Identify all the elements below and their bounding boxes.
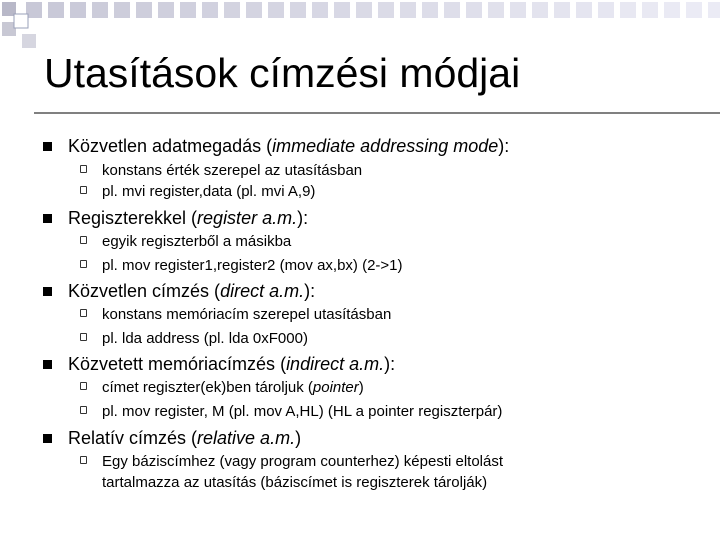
- square-bullet-icon: [43, 214, 52, 223]
- sub-bullet-text: címet regiszter(ek)ben tároljuk (pointer): [102, 379, 364, 396]
- bullet-text: Közvetett memóriacímzés (indirect a.m.):: [68, 354, 396, 374]
- hollow-square-bullet-icon: [80, 236, 87, 244]
- sub-bullet-text: pl. mov register1,register2 (mov ax,bx) (2->1): [102, 257, 403, 274]
- sub-bullet-text: egyik regiszterből a másikba: [102, 233, 292, 250]
- bullet-text: Közvetlen adatmegadás (immediate addressing mode):: [68, 136, 510, 156]
- bullet-text: Relatív címzés (relative a.m.): [68, 428, 302, 448]
- square-bullet-icon: [43, 434, 52, 443]
- sub-bullet-text: pl. lda address (pl. lda 0xF000): [102, 330, 308, 347]
- hollow-square-bullet-icon: [80, 382, 87, 390]
- square-bullet-icon: [43, 142, 52, 151]
- hollow-square-bullet-icon: [80, 165, 87, 173]
- slide-title: Utasítások címzési módjai: [44, 50, 521, 96]
- hollow-square-bullet-icon: [80, 186, 87, 194]
- sub-bullet-text: Egy báziscímhez (vagy program counterhez) képesti eltolást: [102, 453, 504, 470]
- hollow-square-bullet-icon: [80, 456, 87, 464]
- sub-bullet-text: tartalmazza az utasítás (báziscímet is regiszterek tárolják): [102, 474, 488, 491]
- bullet-text: Közvetlen címzés (direct a.m.):: [68, 281, 316, 301]
- sub-bullet-text: pl. mvi register,data (pl. mvi A,9): [102, 183, 316, 200]
- sub-bullet-text: konstans memóriacím szerepel utasításban: [102, 306, 392, 323]
- sub-bullet-text: konstans érték szerepel az utasításban: [102, 162, 363, 179]
- square-bullet-icon: [43, 287, 52, 296]
- hollow-square-bullet-icon: [80, 260, 87, 268]
- hollow-square-bullet-icon: [80, 309, 87, 317]
- square-bullet-icon: [43, 360, 52, 369]
- bullet-text: Regiszterekkel (register a.m.):: [68, 208, 309, 228]
- hollow-square-bullet-icon: [80, 406, 87, 414]
- sub-bullet-text: pl. mov register, M (pl. mov A,HL) (HL a pointer regiszterpár): [102, 403, 503, 420]
- hollow-square-bullet-icon: [80, 333, 87, 341]
